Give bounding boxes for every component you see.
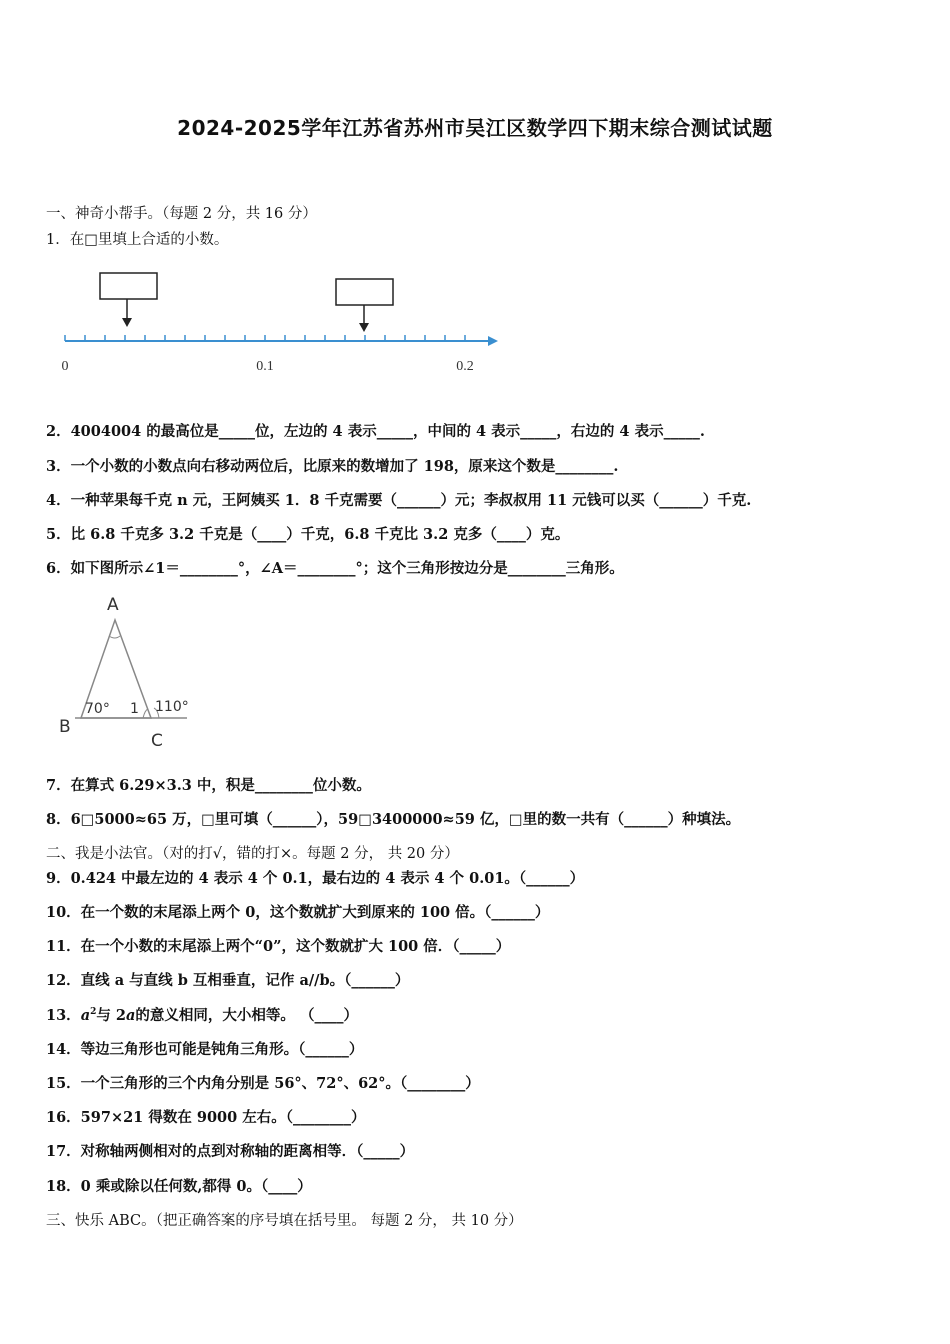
answer-box-1	[100, 273, 157, 299]
question-6: 6．如下图所示∠1＝________°，∠A＝________°；这个三角形按边分是________三角形。	[46, 560, 624, 577]
page-title: 2024-2025学年江苏省苏州市吴江区数学四下期末综合测试试题	[177, 116, 773, 140]
number-line-figure	[60, 265, 500, 380]
vertex-c-label: C	[151, 731, 163, 751]
triangle-figure	[55, 592, 205, 757]
question-5: 5．比 6.8 千克多 3.2 千克是（____）千克，6.8 千克比 3.2 克多（____）克。	[46, 526, 570, 543]
question-7: 7．在算式 6.29×3.3 中，积是________位小数。	[46, 777, 371, 794]
angle-1-arc	[143, 709, 148, 718]
question-3: 3．一个小数的小数点向右移动两位后，比原来的数增加了 198，原来这个数是________.	[46, 458, 619, 475]
question-14: 14．等边三角形也可能是钝角三角形。（______）	[46, 1041, 364, 1058]
q13-prefix: 13．	[46, 1007, 81, 1024]
arrow-2-head	[359, 323, 369, 332]
number-line-ticks	[65, 335, 465, 341]
angle-a-arc	[109, 636, 120, 638]
section-3-heading: 三、快乐 ABC。（把正确答案的序号填在括号里。 每题 2 分， 共 10 分）	[46, 1213, 523, 1229]
label-0: 0	[61, 359, 69, 374]
question-15: 15．一个三角形的三个内角分别是 56°、72°、62°。（________）	[46, 1075, 480, 1092]
q13-suffix: 的意义相同，大小相等。 （____）	[135, 1007, 358, 1024]
label-0-1: 0.1	[256, 359, 274, 374]
question-2: 2．4004004 的最高位是_____位，左边的 4 表示_____，中间的 4 表示_____，右边的 4 表示_____.	[46, 423, 705, 440]
question-1: 1．在□里填上合适的小数。	[46, 232, 229, 248]
question-17: 17．对称轴两侧相对的点到对称轴的距离相等．（_____）	[46, 1143, 415, 1160]
vertex-a-label: A	[107, 595, 119, 615]
section-2-heading: 二、我是小法官。（对的打√，错的打×。每题 2 分， 共 20 分）	[46, 846, 459, 862]
question-9: 9．0.424 中最左边的 4 表示 4 个 0.1，最右边的 4 表示 4 个 0.01。（______）	[46, 870, 585, 887]
question-4: 4．一种苹果每千克 n 元，王阿姨买 1．8 千克需要（______）元；李叔叔用 11 元钱可以买（______）千克.	[46, 492, 752, 509]
q13-exponent: 2	[90, 1007, 97, 1018]
question-11: 11．在一个小数的末尾添上两个“0”，这个数就扩大 100 倍．（_____）	[46, 938, 511, 955]
question-18: 18．0 乘或除以任何数,都得 0。（____）	[46, 1178, 312, 1195]
vertex-b-label: B	[59, 717, 71, 737]
q13-mid: 与 2	[96, 1007, 126, 1024]
question-13	[46, 1004, 358, 1025]
q13-var-a: a	[80, 1007, 91, 1024]
question-12: 12．直线 a 与直线 b 互相垂直，记作 a//b。（______）	[46, 972, 410, 989]
answer-box-2	[336, 279, 393, 305]
question-8: 8．6□5000≈65 万，□里可填（______），59□3400000≈59 亿，□里的数一共有（______）种填法。	[46, 811, 741, 828]
section-1-heading: 一、神奇小帮手。（每题 2 分，共 16 分）	[46, 206, 317, 222]
angle-1-label: 1	[130, 701, 139, 717]
label-0-2: 0.2	[456, 359, 474, 374]
angle-ext-label: 110°	[155, 699, 189, 715]
q13-var-a2: a	[126, 1007, 136, 1024]
number-line-arrowhead	[488, 336, 498, 346]
angle-b-label: 70°	[85, 701, 110, 717]
arrow-1-head	[122, 318, 132, 327]
question-10: 10．在一个数的末尾添上两个 0，这个数就扩大到原来的 100 倍。（______）	[46, 904, 550, 921]
question-16: 16．597×21 得数在 9000 左右。（________）	[46, 1109, 366, 1126]
